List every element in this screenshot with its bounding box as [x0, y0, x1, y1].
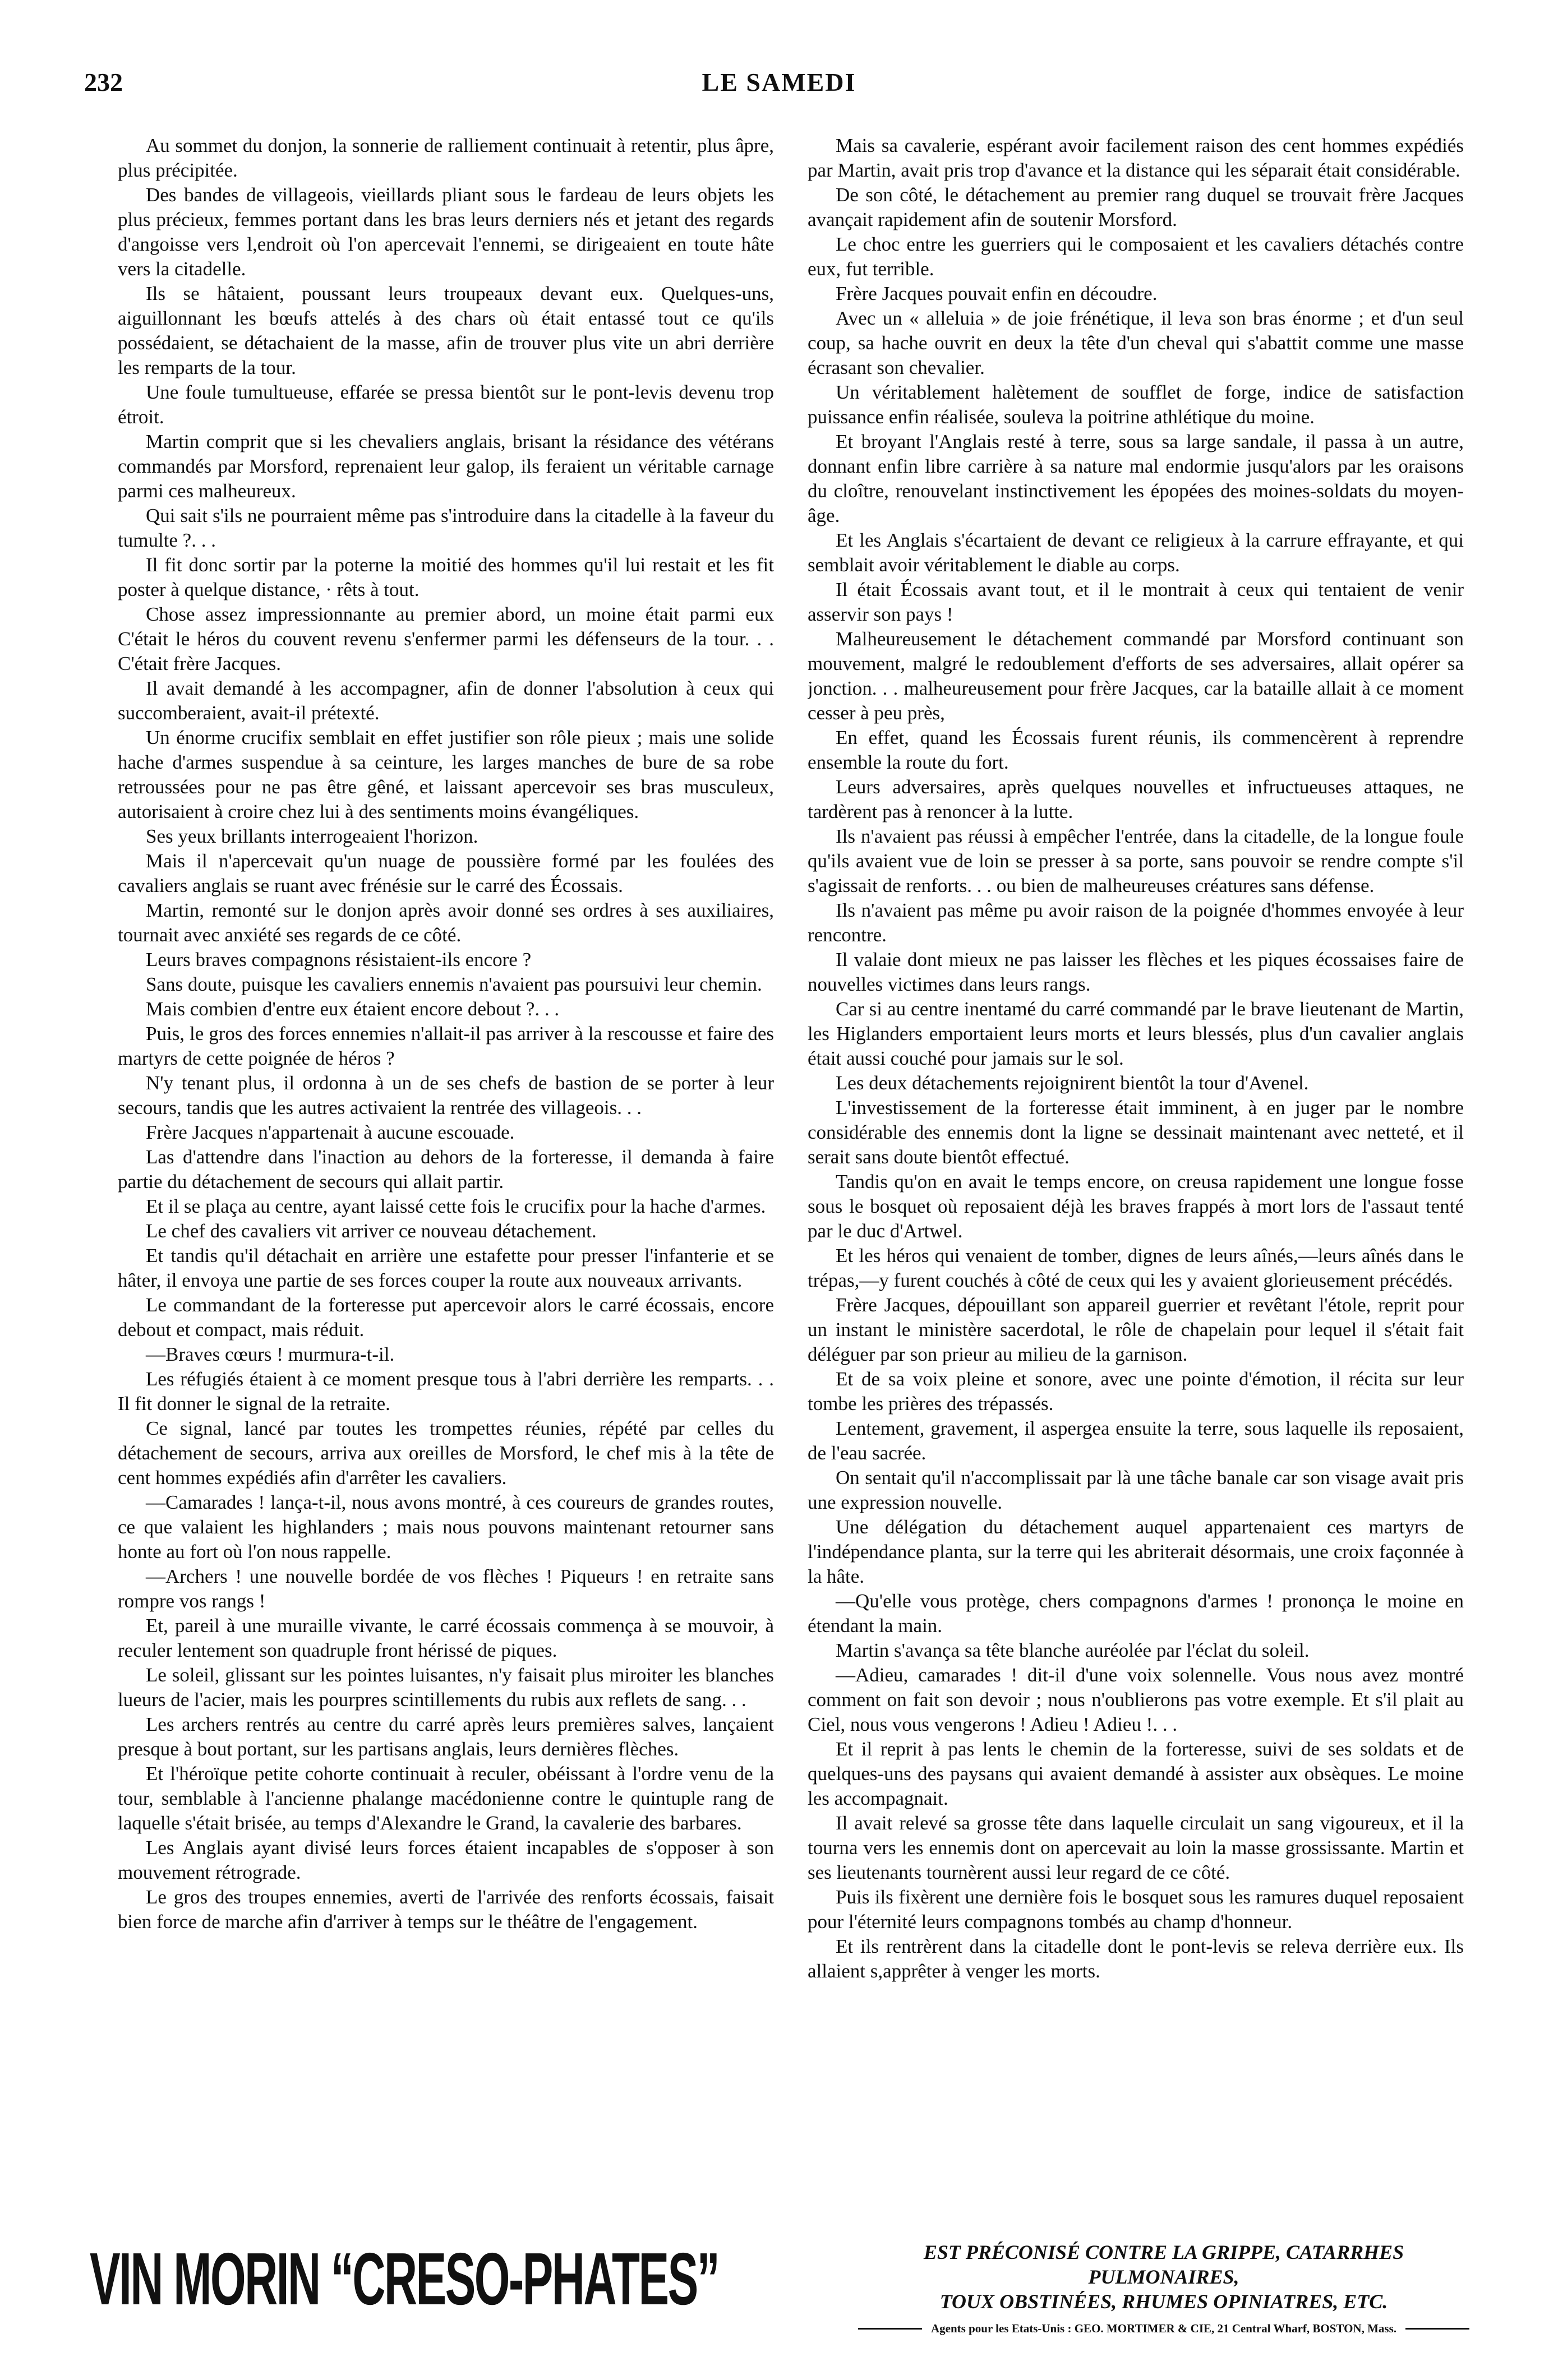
article-paragraph: Et de sa voix pleine et sonore, avec une pointe d'émotion, il récita sur leur tombe les prières des trépassés.: [808, 1368, 1464, 1415]
article-paragraph: Le choc entre les guerriers qui le composaient et les cavaliers détachés contre eux, fut terrible.: [808, 233, 1464, 280]
article-paragraph: —Archers ! une nouvelle bordée de vos flèches ! Piqueurs ! en retraite sans rompre vos rangs !: [118, 1565, 774, 1612]
article-paragraph: Le gros des troupes ennemies, averti de l'arrivée des renforts écossais, faisait bien force de marche afin d'arriver à temps sur le théâtre de l'engagement.: [118, 1886, 774, 1933]
page-header: [84, 67, 1474, 112]
ad-tagline-line2: TOUX OBSTINÉES, RHUMES OPINIATRES, ETC.: [939, 2290, 1388, 2313]
article-paragraph: Ses yeux brillants interrogeaient l'horizon.: [146, 825, 478, 847]
article-paragraph: Au sommet du donjon, la sonnerie de ralliement continuait à retentir, plus âpre, plus précipitée.: [118, 135, 774, 181]
article-paragraph: Il avait demandé à les accompagner, afin de donner l'absolution à ceux qui succomberaient, avait-il prétexté.: [118, 677, 774, 724]
article-paragraph: Et, pareil à une muraille vivante, le carré écossais commença à se mouvoir, à reculer lentement son quadruple front hérissé de piques.: [118, 1615, 774, 1661]
article-paragraph: Et tandis qu'il détachait en arrière une estafette pour presser l'infanterie et se hâter, il envoya une partie de ses forces couper la route aux nouveaux arrivants.: [118, 1245, 774, 1291]
article-paragraph: Las d'attendre dans l'inaction au dehors de la forteresse, il demanda à faire partie du détachement de secours qui allait partir.: [118, 1146, 774, 1193]
article-paragraph: Leurs braves compagnons résistaient-ils encore ?: [146, 949, 532, 971]
article-paragraph: Et ils rentrèrent dans la citadelle dont le pont-levis se releva derrière eux. Ils allaient s,apprêter à venger les morts.: [808, 1935, 1464, 1982]
article-paragraph: Tandis qu'on en avait le temps encore, on creusa rapidement une longue fosse sous le bosquet où reposaient déjà les braves frappés à mort lors de l'assaut tenté par le duc d'Artwel.: [808, 1171, 1464, 1242]
article-paragraph: —Camarades ! lança-t-il, nous avons montré, à ces coureurs de grandes routes, ce que valaient les highlanders ; mais nous pouvons maintenant retourner sans honte au fort où l'on nous rappelle.: [118, 1491, 774, 1563]
ad-agents-row: [858, 2316, 1469, 2341]
article-paragraph: En effet, quand les Écossais furent réunis, ils commencèrent à reprendre ensemble la route du fort.: [808, 727, 1464, 773]
article-paragraph: On sentait qu'il n'accomplissait par là une tâche banale car son visage avait pris une expression nouvelle.: [808, 1467, 1464, 1513]
article-paragraph: Frère Jacques n'appartenait à aucune escouade.: [146, 1121, 515, 1143]
article-paragraph: Le soleil, glissant sur les pointes luisantes, n'y faisait plus miroiter les blanches lueurs de l'acier, mais les pourpres scintillements du rubis aux reflets de sang. . .: [118, 1664, 774, 1711]
article-paragraph: Car si au centre inentamé du carré commandé par le brave lieutenant de Martin, les Higlanders emportaient leurs morts et leurs blessés, plus d'un cavalier anglais était aussi couché pour jamais sur le sol.: [808, 998, 1464, 1069]
article-paragraph: Puis ils fixèrent une dernière fois le bosquet sous les ramures duquel reposaient pour l'éternité leurs compagnons tombés au champ d'honneur.: [808, 1886, 1464, 1933]
article-paragraph: Chose assez impressionnante au premier abord, un moine était parmi eux C'était le héros du couvent revenu s'enfermer parmi les défenseurs de la tour. . . C'était frère Jacques.: [118, 603, 774, 674]
article-paragraph: Martin s'avança sa tête blanche auréolée par l'éclat du soleil.: [836, 1639, 1310, 1661]
article-paragraph: Les réfugiés étaient à ce moment presque tous à l'abri derrière les remparts. . . Il fit donner le signal de la retraite.: [118, 1368, 774, 1415]
article-paragraph: Avec un « alleluia » de joie frénétique, il leva son bras énorme ; et d'un seul coup, sa hache ouvrit en deux la tête d'un cheval qui s'abattit comme une masse écrasant son chevalier.: [808, 307, 1464, 378]
article-paragraph: De son côté, le détachement au premier rang duquel se trouvait frère Jacques avançait rapidement afin de soutenir Morsford.: [808, 184, 1464, 230]
article-paragraph: Et l'héroïque petite cohorte continuait à reculer, obéissant à l'ordre venu de la tour, semblable à l'ancienne phalange macédonienne contre le quintuple rang de laquelle s'était brisée, au temps d'Alexandre le Grand, la cavalerie des barbares.: [118, 1763, 774, 1834]
article-paragraph: Une foule tumultueuse, effarée se pressa bientôt sur le pont-levis devenu trop étroit.: [118, 381, 774, 428]
article-paragraph: Il était Écossais avant tout, et il le montrait à ceux qui tentaient de venir asservir son pays !: [808, 579, 1464, 625]
article-paragraph: Et les Anglais s'écartaient de devant ce religieux à la carrure effrayante, et qui semblait avoir véritablement le diable au corps.: [808, 529, 1464, 576]
left-rule: [858, 2328, 922, 2330]
article-paragraph: Mais il n'apercevait qu'un nuage de poussière formé par les foulées des cavaliers anglais se ruant avec frénésie sur le carré des Écossais.: [118, 850, 774, 896]
article-paragraph: Il valaie dont mieux ne pas laisser les flèches et les piques écossaises faire de nouvelles victimes dans leurs rangs.: [808, 949, 1464, 995]
article-paragraph: Un énorme crucifix semblait en effet justifier son rôle pieux ; mais une solide hache d'armes suspendue à sa ceinture, les larges manches de bure de sa robe retroussées pour ne pas être gêné, et laissant apercevoir ses bras musculeux, autorisaient à croire chez lui à des sentiments moins évangéliques.: [118, 727, 774, 822]
article-paragraph: Les archers rentrés au centre du carré après leurs premières salves, lançaient presque à bout portant, sur les partisans anglais, leurs dernières flèches.: [118, 1713, 774, 1760]
ad-tagline-line1: EST PRÉCONISÉ CONTRE LA GRIPPE, CATARRHES PULMONAIRES,: [923, 2241, 1404, 2288]
article-paragraph: Le chef des cavaliers vit arriver ce nouveau détachement.: [146, 1220, 597, 1242]
page-number: 232: [84, 68, 123, 96]
right-column: [808, 133, 1464, 2208]
article-paragraph: N'y tenant plus, il ordonna à un de ses chefs de bastion de se porter à leur secours, tandis que les autres activaient la rentrée des villageois. . .: [118, 1072, 774, 1119]
article-paragraph: Frère Jacques pouvait enfin en découdre.: [836, 283, 1158, 304]
article-paragraph: —Qu'elle vous protège, chers compagnons d'armes ! prononça le moine en étendant la main.: [808, 1590, 1464, 1637]
article-paragraph: Et il reprit à pas lents le chemin de la forteresse, suivi de ses soldats et de quelques-uns des paysans qui avaient demandé à assister aux obsèques. Le moine les accompagnait.: [808, 1738, 1464, 1809]
article-paragraph: Malheureusement le détachement commandé par Morsford continuant son mouvement, malgré le redoublement d'efforts de ses adversaires, allait opérer sa jonction. . . malheureusement pour frère Jacques, car la bataille allait à ce moment cesser à peu près,: [808, 628, 1464, 724]
advertisement: [90, 2234, 1469, 2335]
article-paragraph: Mais sa cavalerie, espérant avoir facilement raison des cent hommes expédiés par Martin, avait pris trop d'avance et la distance qui les séparait était considérable.: [808, 135, 1464, 181]
article-paragraph: Ils se hâtaient, poussant leurs troupeaux devant eux. Quelques-uns, aiguillonnant les bœufs attelés à des chars où était entassé tout ce qu'ils possédaient, se détachaient de la masse, afin de trouver plus vite un abri derrière les remparts de la tour.: [118, 283, 774, 378]
article-paragraph: Le commandant de la forteresse put apercevoir alors le carré écossais, encore debout et compact, mais réduit.: [118, 1294, 774, 1341]
article-paragraph: Ce signal, lancé par toutes les trompettes réunies, répété par celles du détachement de secours, arriva aux oreilles de Morsford, le chef mis à la tête de cent hommes expédiés afin d'arrêter les cavaliers.: [118, 1417, 774, 1489]
article-paragraph: Et les héros qui venaient de tomber, dignes de leurs aînés,—leurs aînés dans le trépas,—y furent couchés à côté de ceux qui les y avaient glorieusement précédés.: [808, 1245, 1464, 1291]
article-paragraph: Une délégation du détachement auquel appartenaient ces martyrs de l'indépendance planta, sur la terre qui les abriterait désormais, une croix façonnée à la hâte.: [808, 1516, 1464, 1587]
article-paragraph: Frère Jacques, dépouillant son appareil guerrier et revêtant l'étole, reprit pour un instant le ministère sacerdotal, le rôle de chapelain pour lequel il s'était fait déléguer par son prieur au milieu de la garnison.: [808, 1294, 1464, 1365]
article-paragraph: Les deux détachements rejoignirent bientôt la tour d'Avenel.: [836, 1072, 1309, 1094]
journal-title: LE SAMEDI: [702, 68, 856, 96]
article-paragraph: Sans doute, puisque les cavaliers ennemis n'avaient pas poursuivi leur chemin.: [146, 973, 762, 995]
left-column: [118, 133, 774, 2208]
article-paragraph: —Adieu, camarades ! dit-il d'une voix solennelle. Vous nous avez montré comment on fait son devoir ; nous n'oublierons pas votre exemple. Et s'il plait au Ciel, nous vous vengerons ! Adieu ! Adieu !. . .: [808, 1664, 1464, 1735]
article-paragraph: Lentement, gravement, il aspergea ensuite la terre, sous laquelle ils reposaient, de l'eau sacrée.: [808, 1417, 1464, 1464]
article-paragraph: Il fit donc sortir par la poterne la moitié des hommes qu'il lui restait et les fit poster à quelque distance, · rêts à tout.: [118, 554, 774, 600]
article-paragraph: Mais combien d'entre eux étaient encore debout ?. . .: [146, 998, 560, 1020]
article-paragraph: Puis, le gros des forces ennemies n'allait-il pas arriver à la rescousse et faire des martyrs de cette poignée de héros ?: [118, 1023, 774, 1069]
article-paragraph: L'investissement de la forteresse était imminent, à en juger par le nombre considérable des ennemis dont la ligne se dessinait maintenant avec netteté, et il serait sans doute bientôt effectué.: [808, 1097, 1464, 1168]
article-paragraph: Leurs adversaires, après quelques nouvelles et infructueuses attaques, ne tardèrent pas à renoncer à la lutte.: [808, 776, 1464, 822]
right-rule: [1405, 2328, 1469, 2330]
article-paragraph: Un véritablement halètement de soufflet de forge, indice de satisfaction puissance enfin réalisée, souleva la poitrine athlétique du moine.: [808, 381, 1464, 428]
article-paragraph: —Braves cœurs ! murmura-t-il.: [146, 1343, 395, 1365]
article-paragraph: Et il se plaça au centre, ayant laissé cette fois le crucifix pour la hache d'armes.: [146, 1195, 766, 1217]
ad-tagline: [858, 2240, 1469, 2341]
article-paragraph: Ils n'avaient pas même pu avoir raison de la poignée d'hommes envoyée à leur rencontre.: [808, 899, 1464, 946]
ad-brand: VIN MORIN “CRESO-PHATES”: [90, 2238, 719, 2320]
article-paragraph: Il avait relevé sa grosse tête dans laquelle circulait un sang vigoureux, et il la tourna vers les ennemis dont on apercevait au loin la masse grossissante. Martin et ses lieutenants tournèrent aussi leur regard de ce côté.: [808, 1812, 1464, 1883]
article-paragraph: Les Anglais ayant divisé leurs forces étaient incapables de s'opposer à son mouvement rétrograde.: [118, 1837, 774, 1883]
article-paragraph: Qui sait s'ils ne pourraient même pas s'introduire dans la citadelle à la faveur du tumulte ?. . .: [118, 505, 774, 551]
article-paragraph: Des bandes de villageois, vieillards pliant sous le fardeau de leurs objets les plus précieux, femmes portant dans les bras leurs derniers nés et jetant des regards d'angoisse vers l,endroit où l'on apercevait l'ennemi, se dirigeaient en toute hâte vers la citadelle.: [118, 184, 774, 280]
article-paragraph: Ils n'avaient pas réussi à empêcher l'entrée, dans la citadelle, de la longue foule qu'ils avaient vue de loin se presser à sa porte, sans pouvoir se rendre compte s'il s'agissait de renforts. . . ou bien de malheureuses créatures sans défense.: [808, 825, 1464, 896]
ad-agents: Agents pour les Etats-Unis : GEO. MORTIMER & CIE, 21 Central Wharf, BOSTON, Mass.: [931, 2322, 1396, 2335]
article-paragraph: Et broyant l'Anglais resté à terre, sous sa large sandale, il passa à un autre, donnant enfin libre carrière à sa nature mal endormie jusqu'alors par les oraisons du cloître, renouvelant instinctivement les épopées des moines-soldats du moyen-âge.: [808, 431, 1464, 526]
article-paragraph: Martin, remonté sur le donjon après avoir donné ses ordres à ses auxiliaires, tournait avec anxiété ses regards de ce côté.: [118, 899, 774, 946]
article-paragraph: Martin comprit que si les chevaliers anglais, brisant la résidance des vétérans commandés par Morsford, reprenaient leur galop, ils feraient un véritable carnage parmi ces malheureux.: [118, 431, 774, 502]
